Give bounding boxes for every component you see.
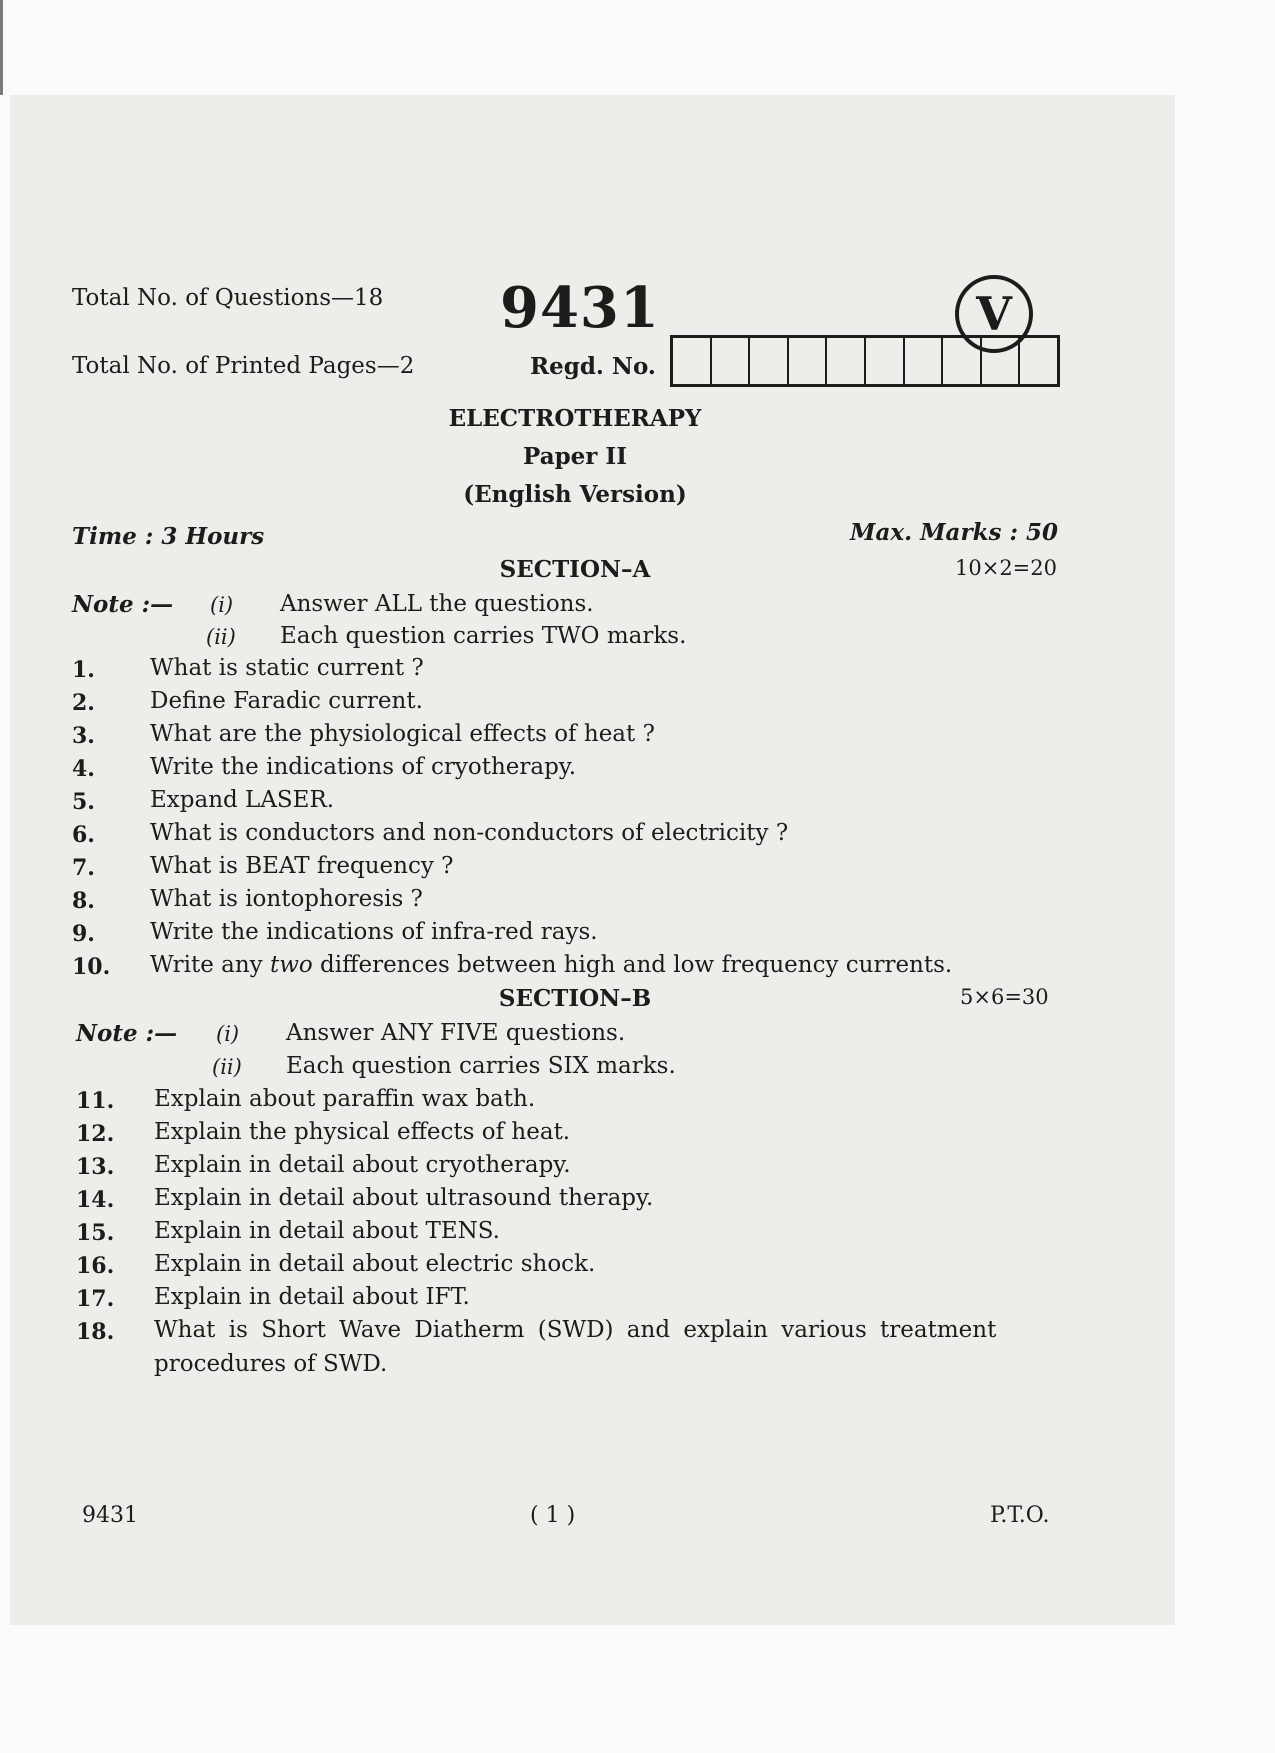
regd-digit-box[interactable] — [789, 338, 828, 384]
question-text: Explain in detail about TENS. — [154, 1218, 500, 1244]
section-a-marks: 10×2=20 — [955, 556, 1057, 580]
note-text: Each question carries SIX marks. — [286, 1053, 676, 1079]
question-text: What is iontophoresis ? — [150, 886, 423, 912]
question-text: What is conductors and non-conductors of electricity ? — [150, 820, 789, 846]
question-text-part: Write any — [150, 952, 270, 978]
question-number: 12. — [76, 1121, 115, 1147]
regd-digit-box[interactable] — [866, 338, 905, 384]
subject-title: ELECTROTHERAPY — [448, 405, 702, 432]
question-text: What are the physiological effects of heat ? — [150, 721, 655, 747]
section-b-title: SECTION–B — [498, 985, 652, 1012]
note-text: Answer ANY FIVE questions. — [286, 1020, 626, 1046]
question-text: Explain in detail about ultrasound therapy. — [154, 1185, 654, 1211]
question-number: 2. — [72, 690, 95, 716]
question-number: 13. — [76, 1154, 115, 1180]
note-number: (i) — [210, 593, 234, 617]
question-number: 15. — [76, 1220, 115, 1246]
note-number: (ii) — [206, 625, 236, 649]
regd-digit-box[interactable] — [827, 338, 866, 384]
regd-digit-box[interactable] — [905, 338, 944, 384]
regd-digit-box[interactable] — [673, 338, 712, 384]
section-b-marks: 5×6=30 — [960, 985, 1049, 1009]
question-text — [150, 952, 952, 978]
total-questions: Total No. of Questions—18 — [72, 285, 384, 311]
question-text: Explain in detail about IFT. — [154, 1284, 470, 1310]
question-number: 3. — [72, 723, 95, 749]
time-allowed: Time : 3 Hours — [72, 523, 265, 550]
regd-digit-box[interactable] — [982, 338, 1021, 384]
regd-digit-box[interactable] — [943, 338, 982, 384]
question-text-emphasis: two — [269, 952, 313, 978]
question-text: Explain in detail about electric shock. — [154, 1251, 596, 1277]
note-number: (i) — [216, 1022, 240, 1046]
max-marks: Max. Marks : 50 — [850, 519, 1058, 546]
question-text: Write the indications of cryotherapy. — [150, 754, 577, 780]
footer-paper-code: 9431 — [82, 1503, 138, 1528]
please-turn-over: P.T.O. — [990, 1503, 1050, 1528]
question-text-part: differences between high and low frequency currents. — [312, 952, 953, 978]
paper-number: Paper II — [523, 443, 627, 470]
question-text: What is BEAT frequency ? — [150, 853, 454, 879]
question-number: 7. — [72, 855, 95, 881]
question-number: 14. — [76, 1187, 115, 1213]
question-text: Explain the physical effects of heat. — [154, 1119, 571, 1145]
section-b-note-label: Note :— — [76, 1020, 178, 1047]
language-version: (English Version) — [463, 481, 687, 508]
question-text: Write the indications of infra-red rays. — [150, 919, 598, 945]
note-number: (ii) — [212, 1055, 242, 1079]
question-number: 9. — [72, 921, 95, 947]
regd-digit-box[interactable] — [712, 338, 751, 384]
paper-code: 9431 — [500, 275, 660, 341]
question-text: Define Faradic current. — [150, 688, 423, 714]
question-number: 1. — [72, 657, 95, 683]
question-text: Expand LASER. — [150, 787, 335, 813]
version-letter: V — [976, 287, 1012, 341]
question-number: 18. — [76, 1319, 115, 1345]
question-number: 16. — [76, 1253, 115, 1279]
note-text: Each question carries TWO marks. — [280, 623, 687, 649]
scan-edge — [0, 0, 3, 95]
question-number: 5. — [72, 789, 95, 815]
regd-number-boxes[interactable] — [670, 335, 1060, 387]
question-number: 10. — [72, 954, 111, 980]
question-number: 6. — [72, 822, 95, 848]
question-text: Explain in detail about cryotherapy. — [154, 1152, 571, 1178]
note-text: Answer ALL the questions. — [280, 591, 594, 617]
question-number: 8. — [72, 888, 95, 914]
question-number: 4. — [72, 756, 95, 782]
question-text: What is static current ? — [150, 655, 424, 681]
question-text: Explain about paraffin wax bath. — [154, 1086, 536, 1112]
question-text-continued: procedures of SWD. — [154, 1351, 388, 1377]
page-number: ( 1 ) — [530, 1503, 576, 1528]
question-number: 17. — [76, 1286, 115, 1312]
regd-digit-box[interactable] — [1020, 338, 1057, 384]
regd-digit-box[interactable] — [750, 338, 789, 384]
section-a-title: SECTION–A — [499, 556, 651, 583]
section-a-note-label: Note :— — [72, 591, 174, 618]
total-pages: Total No. of Printed Pages—2 — [72, 353, 415, 379]
exam-paper — [10, 95, 1175, 1625]
regd-label: Regd. No. — [530, 353, 656, 380]
question-text: What is Short Wave Diatherm (SWD) and explain various treatment — [154, 1317, 997, 1343]
question-number: 11. — [76, 1088, 115, 1114]
